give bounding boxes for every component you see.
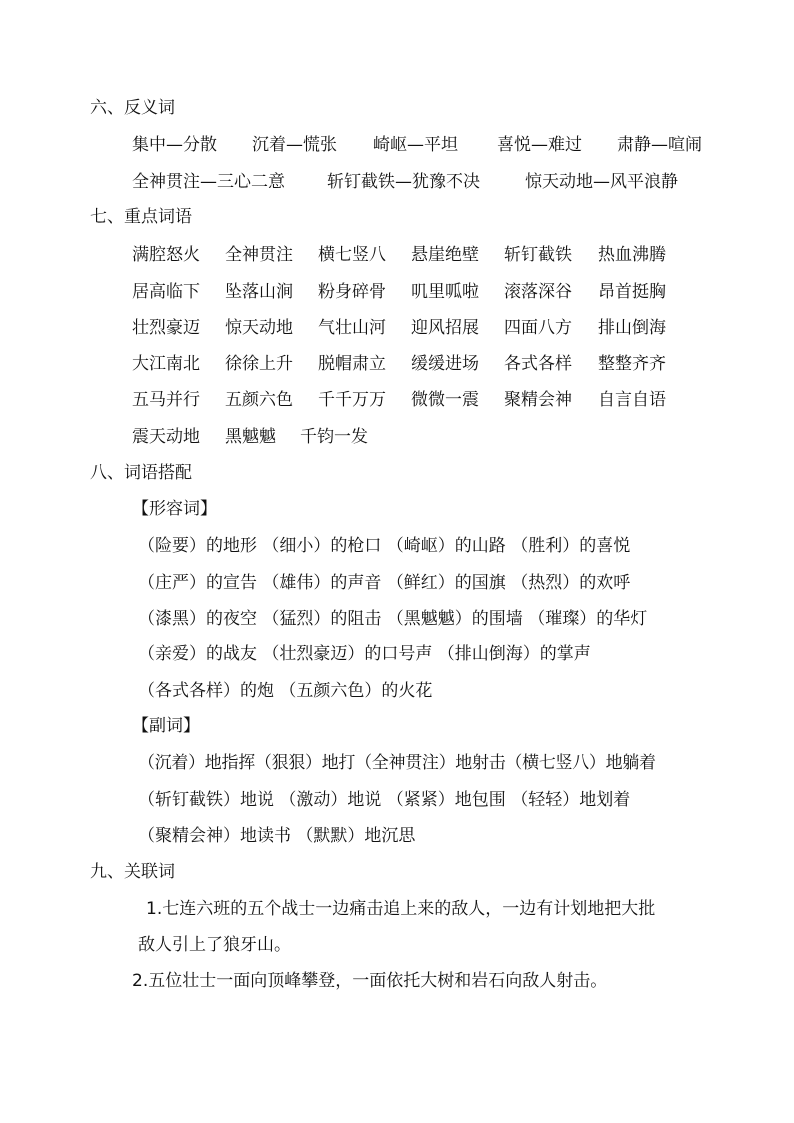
key-word: 聚精会神 [504,390,572,410]
collocation-line: （亲爱）的战友 （壮烈豪迈）的口号声 （排山倒海）的掌声 [138,644,591,664]
adjective-label: 【形容词】 [132,499,217,519]
key-word: 热血沸腾 [598,245,666,265]
key-word: 壮烈豪迈 [132,318,200,338]
collocation-line: （漆黑）的夜空 （猛烈）的阻击 （黑魆魆）的围墙 （璀璨）的华灯 [138,609,648,629]
key-word: 全神贯注 [225,245,293,265]
key-word: 脱帽肃立 [318,354,386,374]
key-word: 徐徐上升 [225,354,293,374]
antonym-pair: 斩钉截铁—犹豫不决 [327,172,480,192]
antonym-pair: 集中—分散 [132,135,217,155]
collocation-line: （各式各样）的炮 （五颜六色）的火花 [138,681,433,701]
collocation-line: （险要）的地形 （细小）的枪口 （崎岖）的山路 （胜利）的喜悦 [138,536,631,556]
key-word: 整整齐齐 [598,354,666,374]
key-word: 四面八方 [504,318,572,338]
key-word: 横七竖八 [318,245,386,265]
key-word: 惊天动地 [225,318,293,338]
key-word: 滚落深谷 [504,282,572,302]
collocation-line: （沉着）地指挥（狠狠）地打（全神贯注）地射击（横七竖八）地躺着 [138,753,656,773]
key-word: 气壮山河 [318,318,386,338]
antonym-pair: 全神贯注—三心二意 [132,172,285,192]
conjunction-sentence-2: 2.五位壮士一面向顶峰攀登，一面依托大树和岩石向敌人射击。 [132,971,608,991]
key-word: 排山倒海 [598,318,666,338]
key-word: 缓缓进场 [411,354,479,374]
conjunction-sentence-1-cont: 敌人引上了狼牙山。 [138,935,291,955]
key-word: 叽里呱啦 [411,282,479,302]
key-word: 悬崖绝壁 [411,245,479,265]
conjunction-sentence-1: 1.七连六班的五个战士一边痛击追上来的敌人，一边有计划地把大批 [146,899,656,919]
section-9-heading: 九、关联词 [90,862,175,882]
collocation-line: （庄严）的宣告 （雄伟）的声音 （鲜红）的国旗 （热烈）的欢呼 [138,573,631,593]
key-word: 微微一震 [411,390,479,410]
section-6-heading: 六、反义词 [90,98,175,118]
key-word: 千钧一发 [300,427,368,447]
key-word: 震天动地 [132,427,200,447]
adverb-label: 【副词】 [132,716,200,736]
key-word: 黑魆魆 [225,427,276,447]
collocation-line: （聚精会神）地读书 （默默）地沉思 [138,826,416,846]
key-word: 满腔怒火 [132,245,200,265]
section-8-heading: 八、词语搭配 [90,463,192,483]
key-word: 五马并行 [132,390,200,410]
key-word: 各式各样 [504,354,572,374]
key-word: 斩钉截铁 [504,245,572,265]
key-word: 千千万万 [318,390,386,410]
antonym-pair: 沉着—慌张 [252,135,337,155]
antonym-pair: 崎岖—平坦 [373,135,458,155]
key-word: 迎风招展 [411,318,479,338]
antonym-pair: 惊天动地—风平浪静 [525,172,678,192]
antonym-pair: 喜悦—难过 [497,135,582,155]
collocation-line: （斩钉截铁）地说 （激动）地说 （紧紧）地包围 （轻轻）地划着 [138,790,631,810]
key-word: 居高临下 [132,282,200,302]
section-7-heading: 七、重点词语 [90,207,192,227]
key-word: 昂首挺胸 [598,282,666,302]
key-word: 坠落山涧 [225,282,293,302]
antonym-pair: 肃静—喧闹 [617,135,702,155]
key-word: 大江南北 [132,354,200,374]
key-word: 自言自语 [598,390,666,410]
key-word: 五颜六色 [225,390,293,410]
key-word: 粉身碎骨 [318,282,386,302]
